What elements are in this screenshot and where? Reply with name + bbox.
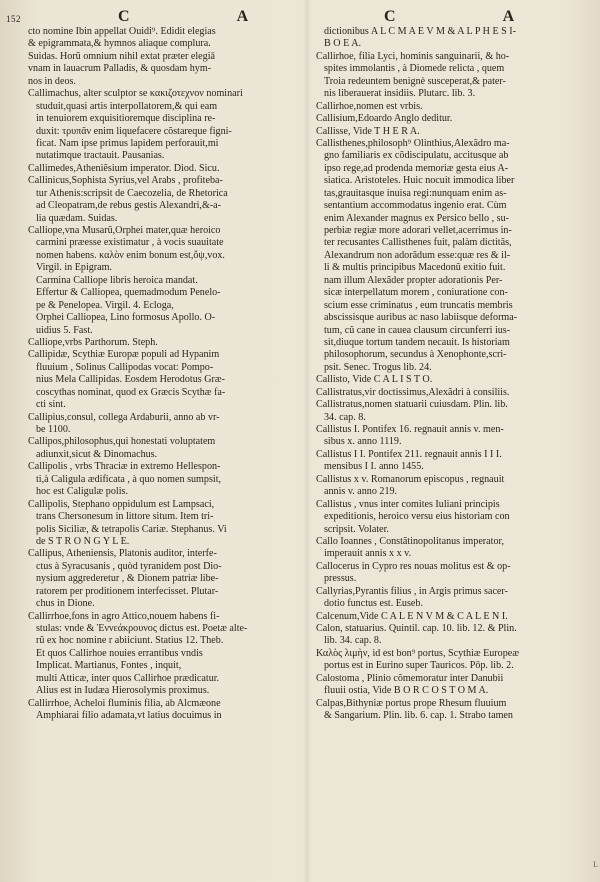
text-line: Calcenum,Vide C A L E N V M & C A L E N I. [316,610,508,622]
text-line: Callistratus,vir doctissimus,Alexãdri à consiliis. [316,386,510,398]
text-line: Alius est in Iudæa Hierosolymis proximus. [36,685,210,697]
text-line: dotio functus est. Eusеb. [324,598,423,610]
text-line: enim Alexander magnus ex Persico bello , su- [324,212,510,224]
text-line: polis Siciliæ, & tetrapolis Cariæ. Stephanus. Vi [36,523,227,535]
text-line: fluuium , Solinus Callipodas vocat: Pompo- [36,361,214,373]
text-line: lib. 34. cap. 8. [324,635,382,647]
text-line: cti sint. [36,399,66,411]
text-line: Et quos Callirhoe nouies errantibus vndis [36,647,203,659]
text-line: tum, cũ cane in cauea clausum circunferri ius- [324,324,511,336]
text-line: cto nomine Ibin appellat Ouidi⁹. Edidit elegias [28,26,216,37]
text-line: uidius 5. Fast. [36,324,93,336]
text-line: sentantium accommodatus ingenio erat. Cùm [324,200,507,212]
text-line: Callistus x v. Romanorum episcopus , regnauit [316,473,505,485]
text-line: nius Mela Callipidas. Eosdem Herodotus Græ- [36,374,225,386]
edge-mark: L [593,860,598,869]
text-line: Callipus, Atheniensis, Platonis auditor, interfe- [28,548,217,560]
text-line: Orphei Calliopea, Lino formosus Apollo. O- [36,312,216,324]
text-line: carmini præesse existimatur , à vocis suauitate [36,237,224,249]
text-line: dictionibus A L C M A E V M & A L P H E S I- [324,26,516,37]
text-line: sicæ interpellatum morem , coniuratione con- [324,287,508,299]
text-line: Callisto, Vide C A L I S T O. [316,374,433,386]
text-line: Callipolis , vrbs Thraciæ in extremo Hellespon- [28,461,221,473]
text-line: gno familiaris ex cõdiscipulatu, accitusque ab [324,150,509,162]
text-line: hoc est Caligulæ polis. [36,486,128,498]
text-line: ratorem per proditionem interfecisset. Plutar- [36,585,219,597]
text-line: nos in deos. [28,75,76,87]
text-line: fluuii ostia, Vide B O R C O S T O M A. [324,685,489,697]
text-line: tur Athenis:scripsit de Caecozelia, de Rhetorica [36,187,228,199]
text-line: vnam in lauacrum Palladis, & quosdam hym- [28,63,212,75]
running-head-left: C A [118,8,301,25]
text-line: Callisse, Vide T H E R A. [316,125,420,137]
text-line: Amphiarai filio adamata,vt latius docuimus in [36,710,222,722]
text-line: Callistus I I. Pontifex 211. regnauit annis I I I. [316,448,502,460]
text-line: Callistratus,nomen statuarii cuiusdam. Plin. lib. [316,399,508,411]
text-line: Καλὸς λιμὴν, id est bon⁹ portus, Scythiæ Europeæ [316,647,519,659]
text-line: & epigrammata,& hymnos aliaque complura. [28,38,211,50]
page-header [0,6,600,28]
text-line: mensibus I I. anno 1455. [324,461,424,473]
text-line: Callirrhoe,fons in agro Attico,nouem habens fi- [28,610,220,622]
text-line: nutatimque tractauit. Pausanias. [36,150,165,162]
text-line: Callistus , vnus inter comites Iuliani principis [316,498,500,510]
text-line: Effertur & Calliopea, quemadmodum Penelo- [36,287,221,299]
text-line: Virgil. in Epigram. [36,262,113,274]
text-line: chus in Dione. [36,598,95,610]
text-line: rũ ex hoc nomine r abiiciunt. Statius 12. Theb. [36,635,224,647]
text-line: ad Cleopatram,de rebus gestis Alexandri,&-a- [36,200,221,212]
text-line: scripsit. Volater. [324,523,389,535]
text-line: pressus. [324,573,357,585]
left-column [28,26,302,723]
text-line: 34. cap. 8. [324,411,366,423]
text-line: imperauit annis x x v. [324,548,412,560]
text-line: Callinicus,Sophista Syrius,vel Arabs , profiteba- [28,175,223,187]
text-line: Implicat. Martianus, Fontes , inquit, [36,660,182,672]
text-line: nam illum Alexãder propter adorationis Per- [324,274,503,286]
text-line: Suidas. Horũ omnium nihil extat præter elegiā [28,50,215,62]
text-line: Callisthenes,philosoph⁹ Olinthius,Alexãdro ma- [316,137,510,149]
text-line: Calostoma , Plinio cõmemoratur inter Danubii [316,672,504,684]
text-line: Callyrias,Pyrantis filius , in Argis primus sacer- [316,585,508,597]
text-line: Troia redeuntem benignè susceperat,& pater- [324,75,506,87]
text-line: ficat. Nam ipse primus lapidem perforauit,mi [36,137,219,149]
text-line: siatica. Aristoteles. Huic nocuit immodica liber [324,175,515,187]
text-line: be 1100. [36,424,71,435]
column-gutter [303,0,311,882]
text-line: Carmina Calliope libris heroica mandat. [36,274,198,286]
text-line: Alexandrum non adorãdum esse:quæ res & il- [324,249,511,261]
text-line: Callistus I. Pontifex 16. regnauit annis v. men- [316,424,504,435]
text-line: de S T R O N G Y L E. [36,535,130,547]
text-line: duxit: τρυπᾶν enim liquefacere cõstareque figni- [36,125,232,137]
text-line: psit. Senec. Trogus lib. 24. [324,361,432,373]
running-head-right: C A [384,8,567,25]
text-line: in tenuiorem exquisitioremque disciplina re- [36,113,216,125]
text-line: Callirhoe,nomen est vrbis. [316,100,423,112]
text-line: Callimachus, alter sculptor se κακιζοτεχνον nominari [28,88,243,100]
text-line: Callimedes,Atheniẽsium imperator. Diod. Sicu. [28,162,220,174]
text-line: scium esse criminatus , eum truncatis membris [324,299,513,311]
text-line: Calon, statuarius. Quintil. cap. 10. lib. 12. & Plin. [316,623,517,634]
text-line: & Sangarium. Plin. lib. 6. cap. 1. Strabo tamen [324,710,513,722]
text-line: trans Chersonesum in littore situm. Item tri- [36,511,214,523]
text-line: sit,diuque tortum tandem necauit. Is historiam [324,336,510,348]
text-line: perbiæ regiæ more adorari vellet,acerrimus in- [324,225,512,236]
text-line: Callipius,consul, collega Ardaburii, anno ab vr- [28,411,220,423]
text-line: tas,grauitasque inuisa regi:nunquam enim as- [324,187,507,199]
text-line: stulas: vnde & Ἐννεάκρουνος dictus est. Poetæ alte- [36,623,248,634]
text-line: nomen habens. καλὸν enim bonum est,ὄψ,vox. [36,249,225,261]
text-line: Callirrhoe, Acheloi fluminis filia, ab Alcmæone [28,697,221,709]
text-line: coscythas nominat, quod ex Græcis Scythæ fa- [36,386,226,398]
text-line: Calpas,Bithyniæ portus prope Rhesum fluuium [316,697,507,709]
text-line: Calliope,vna Musarũ,Orphei mater,quæ heroico [28,225,221,236]
text-line: li & multis principibus Macedonũ exitio fuit. [324,262,506,274]
text-line: Callipidæ, Scythiæ Europæ populi ad Hypanim [28,349,220,361]
text-line: Callo Ioannes , Constãtinopolitanus imperator, [316,535,504,547]
text-line: philosophorum, secundus à Xenophonte,scri- [324,349,507,361]
text-line: B O E A. [324,38,362,50]
page-number: 152 [6,14,21,24]
text-line: Callocerus in Cypro res nouas molitus est & op- [316,560,511,572]
text-line: ctus à Syracusanis , quòd tyranidem post Dio- [36,560,222,572]
text-line: spites immolantis , à Diomede relicta , quem [324,63,505,75]
text-line: multi Atticæ, inter quos Callirhoe prædicatur. [36,672,220,684]
text-line: ti,à Caligula ædificata , à quo nomen sumpsit, [36,473,222,485]
text-line: Callipolis, Stephano oppidulum est Lampsaci, [28,498,215,510]
right-column [316,26,594,723]
text-line: abscissisque auribus ac naso labiisque deforma- [324,312,518,324]
text-line: adiunxit,sicut & Dinomachus. [36,448,158,460]
text-line: Callirhoe, filia Lyci, hominis sanguinarii, & ho- [316,50,510,62]
text-line: nysium aggrederetur , & Dionem patriæ libe- [36,573,219,585]
text-line: Calliope,vrbs Parthorum. Steph. [28,336,158,348]
text-line: pe & Penelopea. Virgil. 4. Ecloga, [36,299,174,311]
text-line: nis liberauerat insidiis. Plutarc. lib. 3. [324,88,476,100]
text-line: portus est in Eurino super Tauricos. Pōp. lib. 2. [324,660,514,672]
text-line: expeditionis, heroico versu eius historiam con [324,511,510,523]
text-line: ter recusantes Callisthenes fuit, palàm dictitãs, [324,237,512,249]
text-line: ipso rege,ad prodenda memoriæ gesta eius A- [324,162,509,174]
text-line: sibus x. anno 1119. [324,436,402,448]
text-line: annis v. anno 219. [324,486,398,498]
text-line: Callisium,Edoardo Anglo deditur. [316,113,453,125]
text-line: Callipos,philosophus,qui honestati voluptatem [28,436,216,448]
text-line: lia quædam. Suidas. [36,212,118,224]
text-line: studuit,quasi artis interpollatorem,& qui eam [36,100,218,112]
